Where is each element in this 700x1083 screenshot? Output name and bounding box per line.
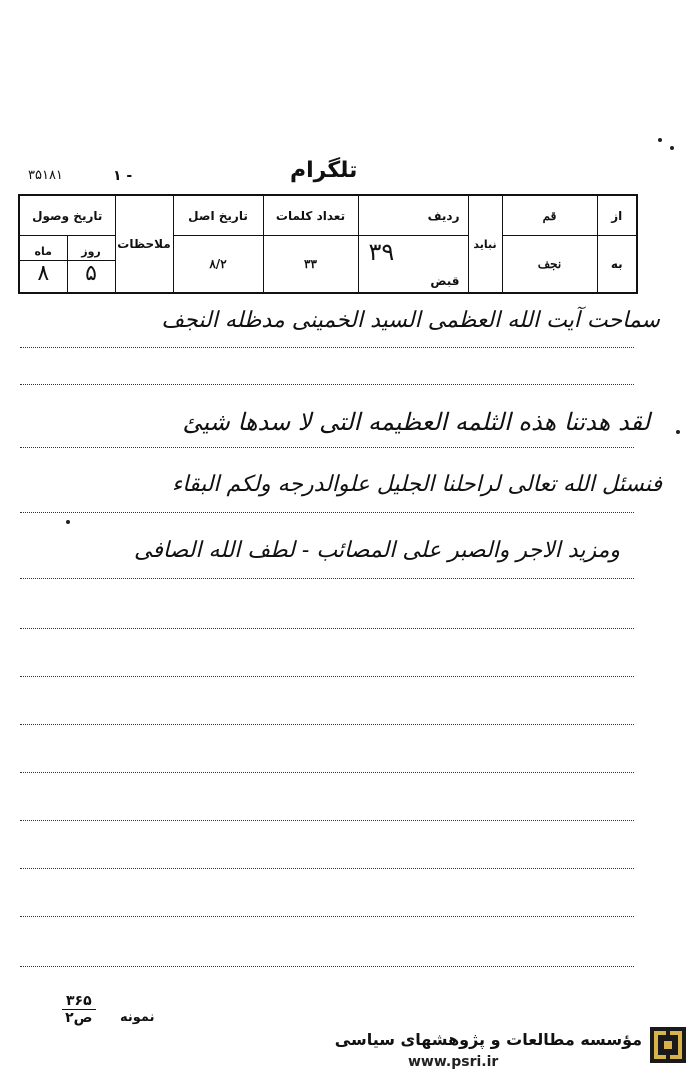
ruled-line	[20, 772, 634, 773]
to-value: نجف	[502, 236, 597, 293]
org-logo	[650, 1027, 686, 1063]
origin-date-label: تاریخ اصل	[173, 195, 263, 236]
day-label: روز	[68, 243, 115, 261]
ruled-line	[20, 676, 634, 677]
ink-speck	[66, 520, 70, 524]
dash-mark: ۱ -	[113, 168, 133, 184]
month-label: ماه	[20, 243, 67, 261]
ruled-line	[20, 628, 634, 629]
month-value: ۸	[37, 260, 50, 286]
ink-speck	[658, 138, 662, 142]
from-value: قم	[502, 195, 597, 236]
ruled-line	[20, 916, 634, 917]
telegram-header-table	[18, 194, 638, 294]
ruled-line	[20, 578, 634, 579]
message-line: لقد هدتنا هذه الثلمه العظیمه التی لا سدها شیئ	[182, 408, 650, 436]
ruled-line	[20, 347, 634, 348]
ruled-line	[20, 447, 634, 448]
message-line: فنسئل الله تعالی لراحلنا الجلیل علوالدرجه ولکم البقاء	[171, 472, 662, 497]
notes-label: ملاحظات	[115, 195, 173, 293]
message-line: ومزید الاجر والصبر علی المصائب - لطف الله الصافی	[134, 538, 620, 563]
form-number	[62, 993, 96, 1026]
from-label: از	[597, 195, 637, 236]
word-count-value: ۳۳	[263, 236, 358, 293]
corner-number: ۳۵۱۸۱	[28, 168, 63, 183]
ruled-line	[20, 724, 634, 725]
ruled-line	[20, 868, 634, 869]
row-value: ۳۹	[368, 238, 395, 267]
org-name: مؤسسه مطالعات و پژوهشهای سیاسی	[334, 1030, 642, 1049]
ruled-line	[20, 512, 634, 513]
form-label: نمونه	[120, 1010, 155, 1025]
origin-date-value: ۸/۲	[173, 236, 263, 293]
ink-speck	[670, 146, 674, 150]
row-label: ردیف	[358, 195, 468, 236]
telegram-title: تلگرام	[290, 158, 358, 183]
word-count-label: تعداد کلمات	[263, 195, 358, 236]
form-number-sub: ص۲	[65, 1010, 93, 1026]
to-label: به	[597, 236, 637, 293]
website-link[interactable]: www.psri.ir	[408, 1054, 499, 1070]
row-cell	[358, 236, 468, 293]
month-cell	[19, 236, 67, 293]
receipt-label: قبض	[430, 274, 460, 288]
ruled-line	[20, 966, 634, 967]
ink-speck	[676, 430, 680, 434]
message-line: سماحت آیت الله العظمی السید الخمینی مدظله النجف	[161, 308, 660, 333]
ruled-line	[20, 384, 634, 385]
arrival-date-label: تاریخ وصول	[19, 195, 115, 236]
day-value: ۵	[85, 260, 97, 286]
day-cell	[67, 236, 115, 293]
office-label: نباید	[468, 195, 502, 293]
form-number-top: ۳۶۵	[62, 993, 96, 1010]
ruled-line	[20, 820, 634, 821]
